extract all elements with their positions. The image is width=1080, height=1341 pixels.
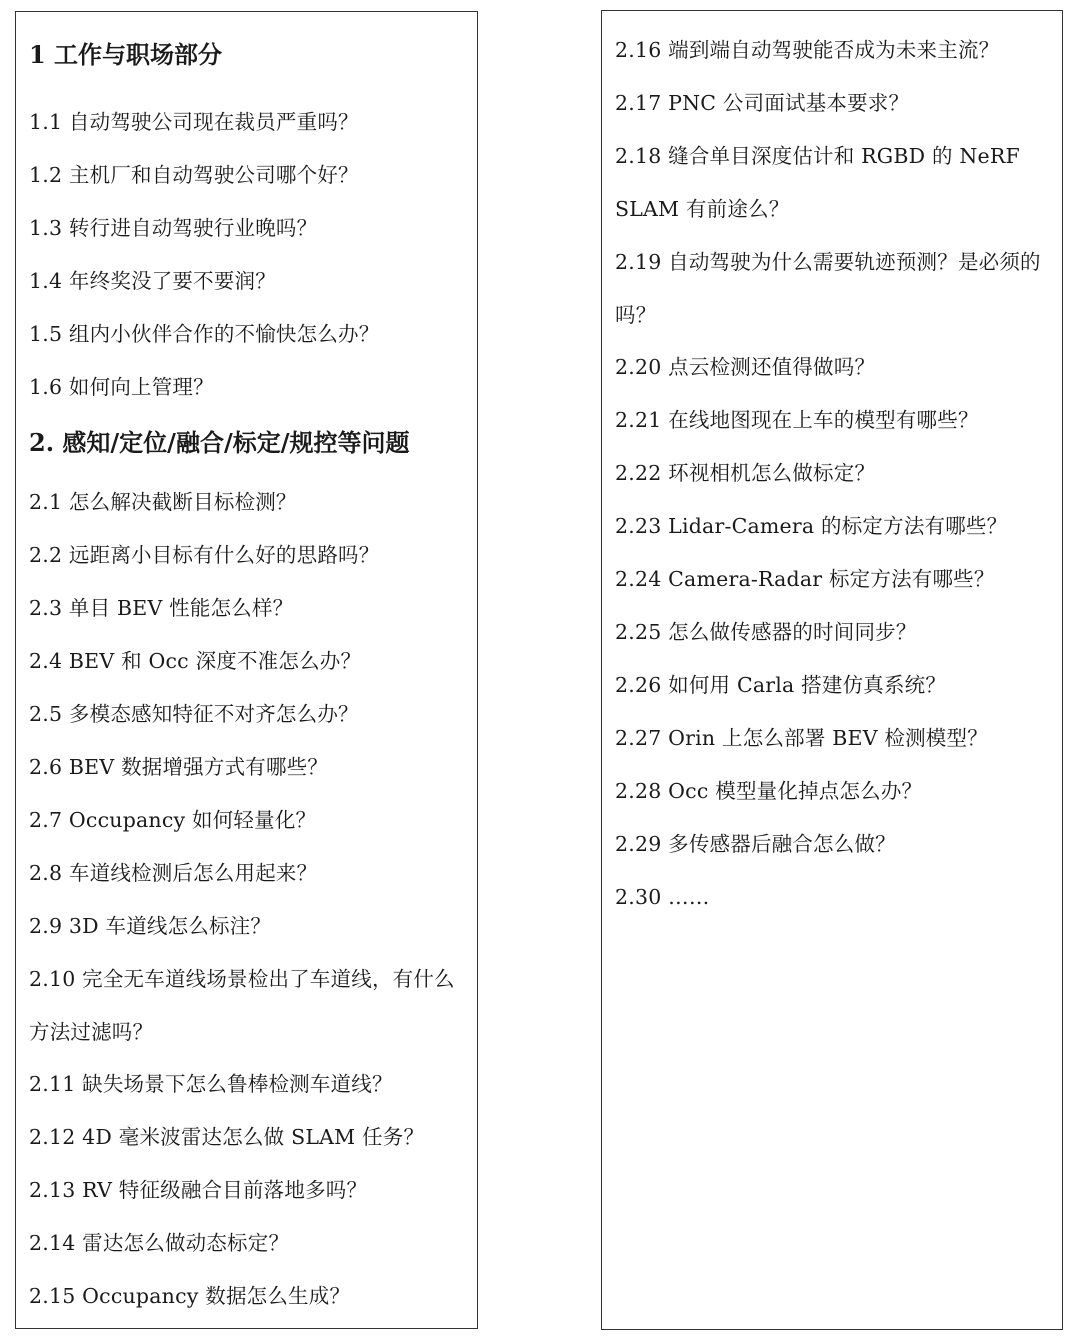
toc-item-2-11: 2.11 缺失场景下怎么鲁棒检测车道线？ (29, 1072, 393, 1097)
toc-item-1-2: 1.2 主机厂和自动驾驶公司哪个好？ (29, 162, 359, 187)
left-toc-panel (15, 11, 478, 1329)
toc-item-2-10: 2.10 完全无车道线场景检出了车道线，有什么方法过滤吗？ (29, 966, 455, 1044)
right-toc-content (615, 24, 1052, 923)
toc-item-1-4: 1.4 年终奖没了要不要润？ (29, 268, 276, 293)
toc-item-2-25: 2.25 怎么做传感器的时间同步？ (615, 619, 917, 644)
toc-item-2-23: 2.23 Lidar-Camera 的标定方法有哪些？ (615, 514, 1008, 539)
toc-item-2-27: 2.27 Orin 上怎么部署 BEV 检测模型？ (615, 725, 988, 750)
toc-item-2-30: 2.30 …… (615, 884, 710, 909)
toc-item-2-14: 2.14 雷达怎么做动态标定？ (29, 1231, 290, 1256)
toc-item-2-7: 2.7 Occupancy 如何轻量化？ (29, 807, 317, 832)
toc-item-2-4: 2.4 BEV 和 Occ 深度不准怎么办？ (29, 649, 362, 674)
toc-item-2-19: 2.19 自动驾驶为什么需要轨迹预测？是必须的吗？ (615, 249, 1041, 327)
toc-item-2-24: 2.24 Camera-Radar 标定方法有哪些？ (615, 567, 995, 592)
section-1-heading: 1 工作与职场部分 (29, 40, 223, 69)
toc-item-2-8: 2.8 车道线检测后怎么用起来？ (29, 860, 318, 885)
toc-item-2-13: 2.13 RV 特征级融合目前落地多吗？ (29, 1178, 368, 1203)
toc-item-2-18: 2.18 缝合单目深度估计和 RGBD 的 NeRF SLAM 有前途么？ (615, 143, 1020, 221)
toc-item-2-26: 2.26 如何用 Carla 搭建仿真系统？ (615, 672, 947, 697)
toc-item-2-6: 2.6 BEV 数据增强方式有哪些？ (29, 754, 329, 779)
toc-item-1-6: 1.6 如何向上管理？ (29, 374, 214, 399)
toc-item-2-28: 2.28 Occ 模型量化掉点怎么办？ (615, 778, 923, 803)
toc-item-2-2: 2.2 远距离小目标有什么好的思路吗？ (29, 543, 380, 568)
toc-item-2-21: 2.21 在线地图现在上车的模型有哪些？ (615, 408, 979, 433)
toc-item-2-17: 2.17 PNC 公司面试基本要求？ (615, 90, 910, 115)
right-toc-panel (601, 10, 1063, 1330)
left-toc-content (29, 30, 467, 1323)
toc-item-2-29: 2.29 多传感器后融合怎么做？ (615, 831, 896, 856)
toc-item-2-15: 2.15 Occupancy 数据怎么生成？ (29, 1284, 351, 1309)
toc-item-1-1: 1.1 自动驾驶公司现在裁员严重吗？ (29, 110, 359, 134)
toc-item-2-12: 2.12 4D 毫米波雷达怎么做 SLAM 任务？ (29, 1125, 425, 1150)
toc-item-2-5: 2.5 多模态感知特征不对齐怎么办？ (29, 702, 359, 727)
toc-item-2-20: 2.20 点云检测还值得做吗？ (615, 355, 876, 380)
toc-item-2-22: 2.22 环视相机怎么做标定？ (615, 461, 876, 486)
toc-item-1-5: 1.5 组内小伙伴合作的不愉快怎么办？ (29, 321, 380, 346)
toc-item-1-3: 1.3 转行进自动驾驶行业晚吗？ (29, 215, 318, 240)
toc-item-2-16: 2.16 端到端自动驾驶能否成为未来主流？ (615, 38, 1000, 62)
toc-item-2-3: 2.3 单目 BEV 性能怎么样？ (29, 596, 294, 621)
toc-item-2-1: 2.1 怎么解决截断目标检测？ (29, 490, 297, 515)
section-2-heading: 2. 感知/定位/融合/标定/规控等问题 (29, 428, 410, 458)
toc-item-2-9: 2.9 3D 车道线怎么标注？ (29, 913, 272, 938)
